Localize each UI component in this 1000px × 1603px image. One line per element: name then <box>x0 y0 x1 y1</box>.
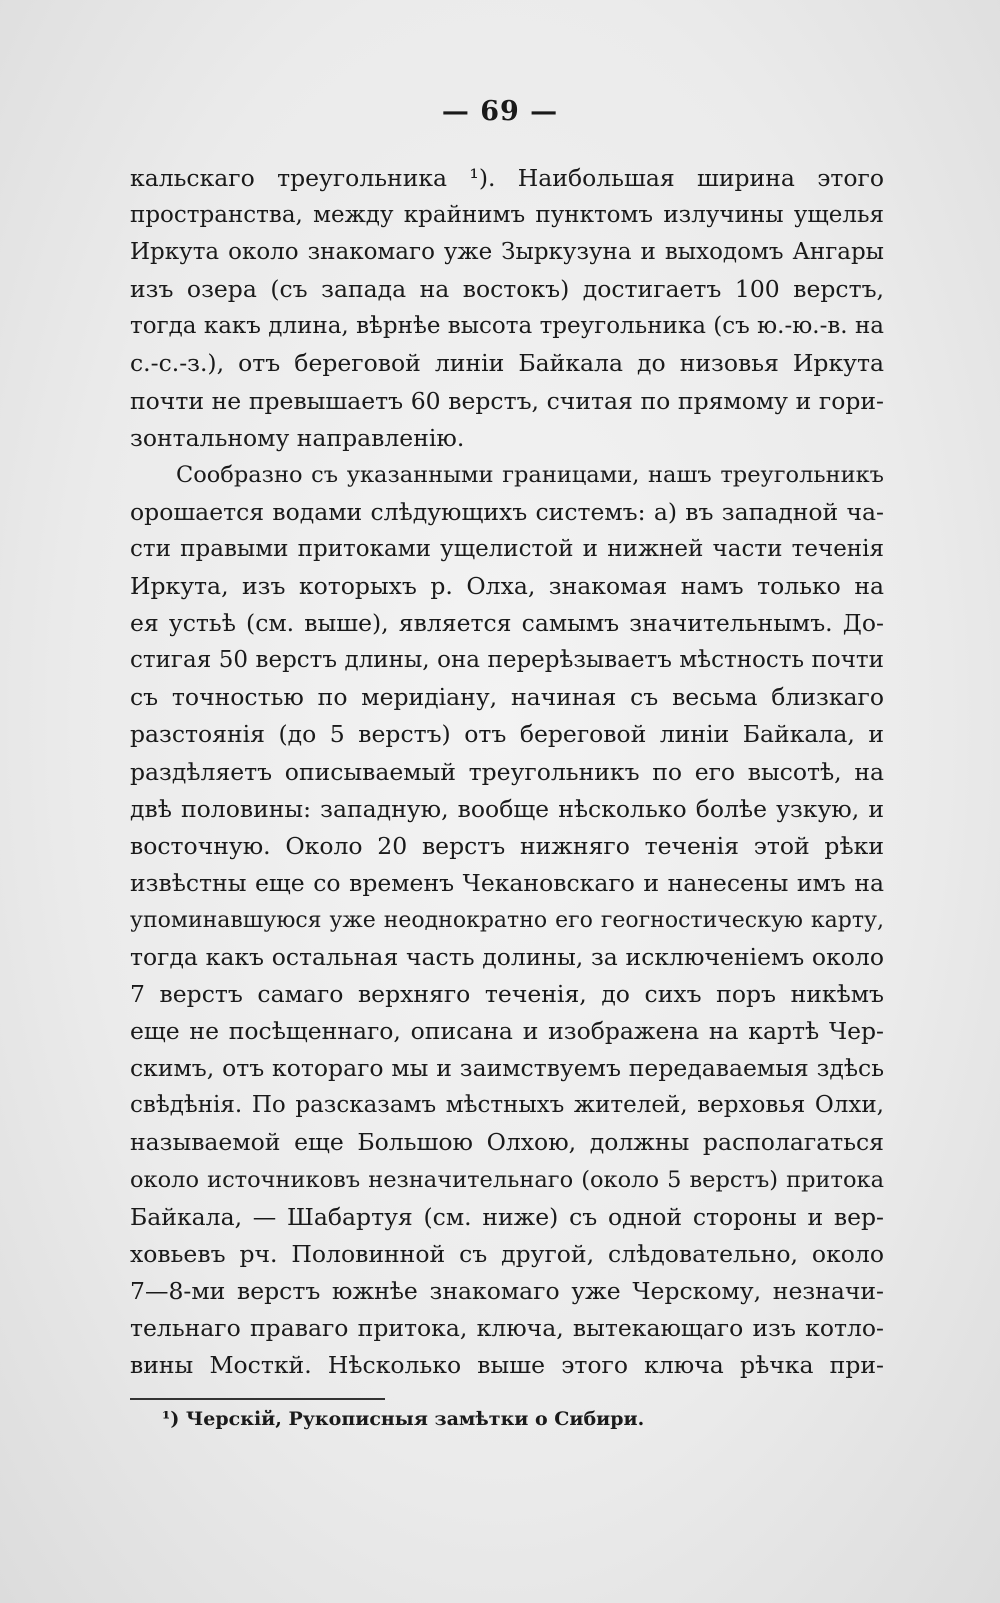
text-line: называемой еще Большою Олхою, должны располагаться <box>130 1128 884 1157</box>
text-line: почти не превышаетъ 60 верстъ, считая по прямому и гори- <box>130 386 884 415</box>
text-line: Байкала, — Шабартуя (см. ниже) съ одной стороны и вер- <box>130 1202 884 1231</box>
text-line: орошается водами слѣдующихъ системъ: а) въ западной ча- <box>130 497 884 526</box>
text-line: ховьевъ рч. Половинной съ другой, слѣдовательно, около <box>130 1239 884 1268</box>
body-text <box>130 160 884 1384</box>
text-line: свѣдѣнія. По разсказамъ мѣстныхъ жителей, верховья Олхи, <box>130 1092 884 1119</box>
text-line: двѣ половины: западную, вообще нѣсколько болѣе узкую, и <box>130 794 884 823</box>
text-line: зонтальному направленію. <box>130 423 465 452</box>
text-line: тельнаго праваго притока, ключа, вытекающаго изъ котло- <box>130 1313 884 1342</box>
text-line: разстоянія (до 5 верстъ) отъ береговой линіи Байкала, и <box>130 720 884 749</box>
paragraph-first-line: Сообразно съ указанными границами, нашъ треугольникъ <box>176 461 884 488</box>
text-line: пространства, между крайнимъ пунктомъ излучины ущелья <box>130 202 884 229</box>
text-line: 7—8-ми верстъ южнѣе знакомаго уже Черскому, незначи- <box>130 1276 884 1305</box>
text-line: вины Мосткй. Нѣсколько выше этого ключа рѣчка при- <box>130 1351 884 1379</box>
footnote-divider <box>130 1398 385 1400</box>
text-line: извѣстны еще со временъ Чекановскаго и нанесены имъ на <box>130 868 884 897</box>
text-line: раздѣляетъ описываемый треугольникъ по его высотѣ, на <box>130 757 884 786</box>
text-line: кальскаго треугольника ¹). Наибольшая ширина этого <box>130 164 884 192</box>
text-line: тогда какъ длина, вѣрнѣе высота треугольника (съ ю.-ю.-в. на <box>130 313 884 340</box>
text-line: с.-с.-з.), отъ береговой линіи Байкала до низовья Иркута <box>130 349 884 378</box>
text-line: Иркута около знакомаго уже Зыркузуна и выходомъ Ангары <box>130 239 884 266</box>
text-line: упоминавшуюся уже неоднократно его геогностическую карту, <box>130 907 884 933</box>
text-line: сти правыми притоками ущелистой и нижней части теченія <box>130 535 884 562</box>
text-line: около источниковъ незначительнаго (около 5 верстъ) притока <box>130 1166 884 1193</box>
page-number: — 69 — <box>441 96 559 127</box>
text-line: восточную. Около 20 верстъ нижняго теченія этой рѣки <box>130 831 884 860</box>
text-line: съ точностью по меридіану, начиная съ весьма близкаго <box>130 683 884 712</box>
text-line: ея устьѣ (см. выше), является самымъ значительнымъ. До- <box>130 609 884 638</box>
text-line: стигая 50 верстъ длины, она перерѣзываетъ мѣстность почти <box>130 647 884 674</box>
text-line: скимъ, отъ котораго мы и заимствуемъ передаваемыя здѣсь <box>130 1054 884 1083</box>
footnote: ¹) Черскій, Рукописныя замѣтки о Сибири. <box>162 1408 645 1430</box>
text-line: Иркута, изъ которыхъ р. Олха, знакомая намъ только на <box>130 572 884 601</box>
text-line: изъ озера (съ запада на востокъ) достигаетъ 100 верстъ, <box>130 275 884 304</box>
text-line: 7 верстъ самаго верхняго теченія, до сихъ поръ никѣмъ <box>130 980 884 1009</box>
text-line: еще не посѣщеннаго, описана и изображена на картѣ Чер- <box>130 1017 884 1046</box>
text-line: тогда какъ остальная часть долины, за исключеніемъ около <box>130 942 884 971</box>
